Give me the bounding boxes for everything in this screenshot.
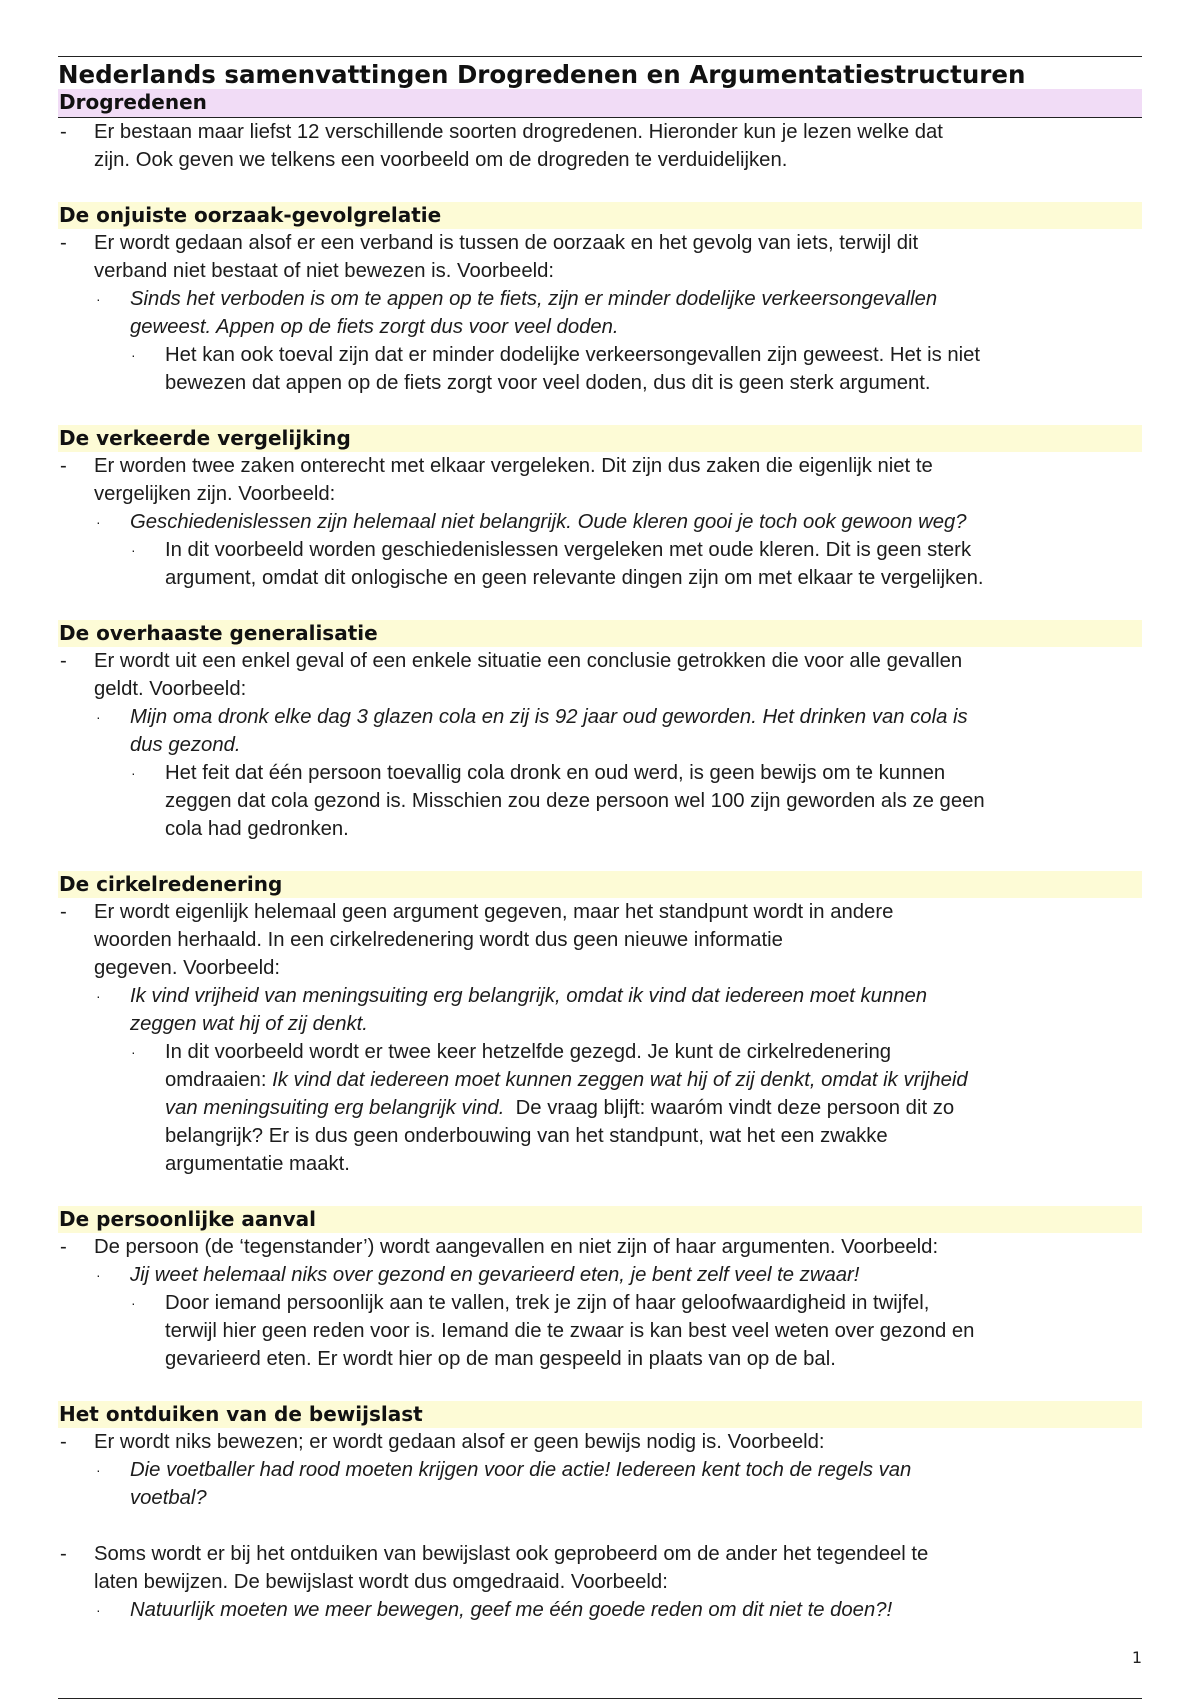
dot-bullet: · <box>96 514 101 530</box>
section-heading-persoonlijke-aanval: De persoonlijke aanval <box>58 1206 1142 1233</box>
explanation-paragraph: · In dit voorbeeld wordt er twee keer hetzelfde gezegd. Je kunt de cirkelredenering omdraaien: Ik vind dat iedereen moet kunnen zeggen wat hij of zij denkt, omdat ik vrijheid van meningsuiting erg belangrijk vind. De vraag blijft: waaróm vindt deze persoon dit zo belangrijk? Er is dus geen onderbouwing van het standpunt, wat het een zwakke argumentatie maakt. <box>58 1038 1142 1178</box>
example-paragraph: · Natuurlijk moeten we meer bewegen, geef me één goede reden om dit niet te doen?! <box>58 1596 1142 1624</box>
example-paragraph: · Mijn oma dronk elke dag 3 glazen cola en zij is 92 jaar oud geworden. Het drinken van cola is dus gezond. <box>58 703 1142 759</box>
example-paragraph: · Ik vind vrijheid van meningsuiting erg belangrijk, omdat ik vind dat iedereen moet kunnen zeggen wat hij of zij denkt. <box>58 982 1142 1038</box>
explanation-paragraph: · In dit voorbeeld worden geschiedenislessen vergeleken met oude kleren. Dit is geen sterk argument, omdat dit onlogische en geen relevante dingen zijn om met elkaar te vergelijken. <box>58 536 1142 592</box>
section-heading-verkeerde-vergelijking: De verkeerde vergelijking <box>58 425 1142 452</box>
definition-paragraph: - Er worden twee zaken onterecht met elkaar vergeleken. Dit zijn dus zaken die eigenlijk niet te vergelijken zijn. Voorbeeld: <box>58 452 1142 508</box>
explanation-paragraph: · Het feit dat één persoon toevallig cola dronk en oud werd, is geen bewijs om te kunnen zeggen dat cola gezond is. Misschien zou deze persoon wel 100 zijn geworden als ze geen cola had gedronken. <box>58 759 1142 843</box>
intro-paragraph: - Er bestaan maar liefst 12 verschillende soorten drogredenen. Hieronder kun je lezen welke dat zijn. Ook geven we telkens een voorbeeld om de drogreden te verduidelijken. <box>58 118 1142 174</box>
bottom-rule <box>58 1698 1142 1699</box>
dash-bullet: - <box>60 121 67 143</box>
dash-bullet: - <box>60 901 67 923</box>
document-title: Nederlands samenvattingen Drogredenen en Argumentatiestructuren <box>58 60 1026 89</box>
top-rule <box>58 56 1142 57</box>
dot-bullet: · <box>131 347 136 363</box>
definition-paragraph: - Er wordt uit een enkel geval of een enkele situatie een conclusie getrokken die voor alle gevallen geldt. Voorbeeld: <box>58 647 1142 703</box>
dot-bullet: · <box>96 709 101 725</box>
dot-bullet: · <box>131 542 136 558</box>
explanation-paragraph: · Het kan ook toeval zijn dat er minder dodelijke verkeersongevallen zijn geweest. Het is niet bewezen dat appen op de fiets zorgt voor veel doden, dus dit is geen sterk argument. <box>58 341 1142 397</box>
dot-bullet: · <box>131 1295 136 1311</box>
explanation-paragraph: · Door iemand persoonlijk aan te vallen, trek je zijn of haar geloofwaardigheid in twijfel, terwijl hier geen reden voor is. Iemand die te zwaar is kan best veel weten over gezond en gevarieerd eten. Er wordt hier op de man gespeeld in plaats van op de bal. <box>58 1289 1142 1373</box>
example-paragraph: · Geschiedenislessen zijn helemaal niet belangrijk. Oude kleren gooi je toch ook gewoon weg? <box>58 508 1142 536</box>
page-number: 1 <box>1131 1648 1142 1667</box>
definition-paragraph: - Er wordt eigenlijk helemaal geen argument gegeven, maar het standpunt wordt in andere woorden herhaald. In een cirkelredenering wordt dus geen nieuwe informatie gegeven. Voorbeeld: <box>58 898 1142 982</box>
dash-bullet: - <box>60 232 67 254</box>
dash-bullet: - <box>60 1431 67 1453</box>
definition-paragraph: - Er wordt niks bewezen; er wordt gedaan alsof er geen bewijs nodig is. Voorbeeld: <box>58 1428 1142 1456</box>
dash-bullet: - <box>60 650 67 672</box>
section-heading-overhaaste-generalisatie: De overhaaste generalisatie <box>58 620 1142 647</box>
dot-bullet: · <box>96 291 101 307</box>
dot-bullet: · <box>96 1602 101 1618</box>
example-paragraph: · Sinds het verboden is om te appen op te fiets, zijn er minder dodelijke verkeersongevallen geweest. Appen op de fiets zorgt dus voor veel doden. <box>58 285 1142 341</box>
dash-bullet: - <box>60 1543 67 1565</box>
section-heading-ontduiken-bewijslast: Het ontduiken van de bewijslast <box>58 1401 1142 1428</box>
dot-bullet: · <box>131 765 136 781</box>
document-page <box>58 56 1142 1624</box>
example-paragraph: · Jij weet helemaal niks over gezond en gevarieerd eten, je bent zelf veel te zwaar! <box>58 1261 1142 1289</box>
section-heading-oorzaak-gevolgrelatie: De onjuiste oorzaak-gevolgrelatie <box>58 202 1142 229</box>
example-paragraph: · Die voetballer had rood moeten krijgen voor die actie! Iedereen kent toch de regels van voetbal? <box>58 1456 1142 1512</box>
definition-paragraph: - De persoon (de ‘tegenstander’) wordt aangevallen en niet zijn of haar argumenten. Voorbeeld: <box>58 1233 1142 1261</box>
definition-paragraph: - Er wordt gedaan alsof er een verband is tussen de oorzaak en het gevolg van iets, terwijl dit verband niet bestaat of niet bewezen is. Voorbeeld: <box>58 229 1142 285</box>
dot-bullet: · <box>96 1267 101 1283</box>
definition-paragraph: - Soms wordt er bij het ontduiken van bewijslast ook geprobeerd om de ander het tegendeel te laten bewijzen. De bewijslast wordt dus omgedraaid. Voorbeeld: <box>58 1540 1142 1596</box>
dot-bullet: · <box>96 988 101 1004</box>
dot-bullet: · <box>131 1044 136 1060</box>
dash-bullet: - <box>60 455 67 477</box>
dash-bullet: - <box>60 1236 67 1258</box>
dot-bullet: · <box>96 1462 101 1478</box>
section-heading-drogredenen: Drogredenen <box>58 89 1142 118</box>
section-heading-cirkelredenering: De cirkelredenering <box>58 871 1142 898</box>
